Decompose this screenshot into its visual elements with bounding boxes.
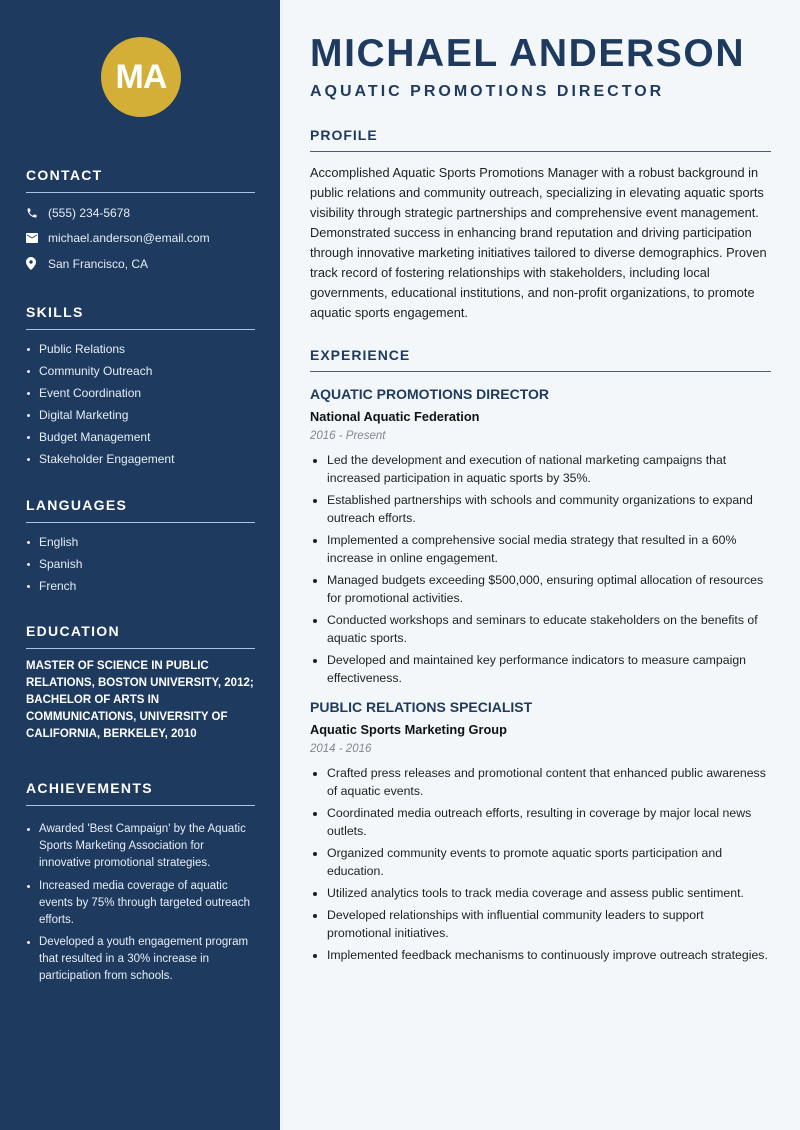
skills-heading: SKILLS xyxy=(26,304,255,330)
experience-heading: EXPERIENCE xyxy=(310,347,771,372)
contact-phone xyxy=(26,200,255,226)
contact-section xyxy=(26,167,255,277)
languages-list xyxy=(26,531,255,597)
skill-item: Digital Marketing xyxy=(26,404,255,426)
achievement-item: Increased media coverage of aquatic events by 75% through targeted outreach efforts. xyxy=(26,878,255,929)
skill-item: Public Relations xyxy=(26,338,255,360)
email-icon xyxy=(26,233,48,243)
job-entry xyxy=(310,386,771,687)
job-entry xyxy=(310,699,771,964)
experience-section xyxy=(310,347,771,968)
languages-section xyxy=(26,497,255,597)
candidate-title: AQUATIC PROMOTIONS DIRECTOR xyxy=(310,83,665,100)
job-bullet: Led the development and execution of national marketing campaigns that increased participation in aquatic sports by 35%. xyxy=(310,451,771,487)
job-title: PUBLIC RELATIONS SPECIALIST xyxy=(310,699,533,715)
job-bullet: Coordinated media outreach efforts, resulting in coverage by major local news outlets. xyxy=(310,804,771,840)
job-bullets xyxy=(310,451,771,687)
job-dates: 2014 - 2016 xyxy=(310,743,372,755)
phone-icon xyxy=(26,207,48,219)
job-bullet: Managed budgets exceeding $500,000, ensuring optimal allocation of resources for promotional activities. xyxy=(310,571,771,607)
profile-section xyxy=(310,127,771,323)
job-dates: 2016 - Present xyxy=(310,430,386,442)
profile-heading: PROFILE xyxy=(310,127,771,152)
achievement-item: Awarded 'Best Campaign' by the Aquatic Sports Marketing Association for innovative promotional strategies. xyxy=(26,821,255,872)
profile-text: Accomplished Aquatic Sports Promotions Manager with a robust background in public relations and community outreach, specializing in elevating aquatic sports visibility through strategic partnerships and comprehensive event management. Demonstrated success in enhancing brand reputation and driving participation through innovative marketing initiatives tailored to diverse demographics. Proven track record of fostering relationships with stakeholders, including local governments, educational institutions, and non-profit organizations, to promote aquatic sports engagement. xyxy=(310,165,767,320)
job-bullet: Implemented feedback mechanisms to continuously improve outreach strategies. xyxy=(310,946,771,964)
job-bullet: Developed and maintained key performance indicators to measure campaign effectiveness. xyxy=(310,651,771,687)
achievements-heading: ACHIEVEMENTS xyxy=(26,780,255,806)
achievements-list xyxy=(26,821,255,985)
job-bullet: Developed relationships with influential community leaders to support promotional initiatives. xyxy=(310,906,771,942)
job-bullet: Established partnerships with schools and community organizations to expand outreach efforts. xyxy=(310,491,771,527)
contact-heading: CONTACT xyxy=(26,167,255,193)
languages-heading: LANGUAGES xyxy=(26,497,255,523)
skill-item: Community Outreach xyxy=(26,360,255,382)
job-bullet: Utilized analytics tools to track media coverage and assess public sentiment. xyxy=(310,884,771,902)
skills-section xyxy=(26,304,255,470)
education-text: MASTER OF SCIENCE IN PUBLIC RELATIONS, BOSTON UNIVERSITY, 2012; BACHELOR OF ARTS IN COMMUNICATIONS, UNIVERSITY OF CALIFORNIA, BERKELEY, 2010 xyxy=(26,660,254,740)
location-pin-icon xyxy=(26,257,48,270)
achievements-section xyxy=(26,780,255,991)
skill-item: Budget Management xyxy=(26,426,255,448)
company-name: National Aquatic Federation xyxy=(310,409,480,424)
language-item: French xyxy=(26,575,255,597)
phone-number: (555) 234-5678 xyxy=(48,205,131,220)
skill-item: Event Coordination xyxy=(26,382,255,404)
education-heading: EDUCATION xyxy=(26,623,255,649)
contact-email xyxy=(26,226,255,252)
language-item: Spanish xyxy=(26,553,255,575)
company-name: Aquatic Sports Marketing Group xyxy=(310,722,507,737)
language-item: English xyxy=(26,531,255,553)
job-title: AQUATIC PROMOTIONS DIRECTOR xyxy=(310,386,550,402)
skill-item: Stakeholder Engagement xyxy=(26,448,255,470)
sidebar xyxy=(0,0,280,1130)
education-section xyxy=(26,623,255,743)
job-bullet: Organized community events to promote aquatic sports participation and education. xyxy=(310,844,771,880)
candidate-name: MICHAEL ANDERSON xyxy=(310,32,746,75)
location-text: San Francisco, CA xyxy=(48,256,149,271)
email-address: michael.anderson@email.com xyxy=(48,231,210,246)
avatar: MA xyxy=(101,37,181,117)
column-divider xyxy=(281,0,283,1130)
skills-list xyxy=(26,338,255,470)
job-bullet: Crafted press releases and promotional content that enhanced public awareness of aquatic events. xyxy=(310,764,771,800)
achievement-item: Developed a youth engagement program that resulted in a 30% increase in participation from schools. xyxy=(26,934,255,985)
job-bullet: Implemented a comprehensive social media strategy that resulted in a 60% increase in online engagement. xyxy=(310,531,771,567)
job-bullets xyxy=(310,764,771,964)
job-bullet: Conducted workshops and seminars to educate stakeholders on the benefits of aquatic sports. xyxy=(310,611,771,647)
contact-location xyxy=(26,251,255,277)
